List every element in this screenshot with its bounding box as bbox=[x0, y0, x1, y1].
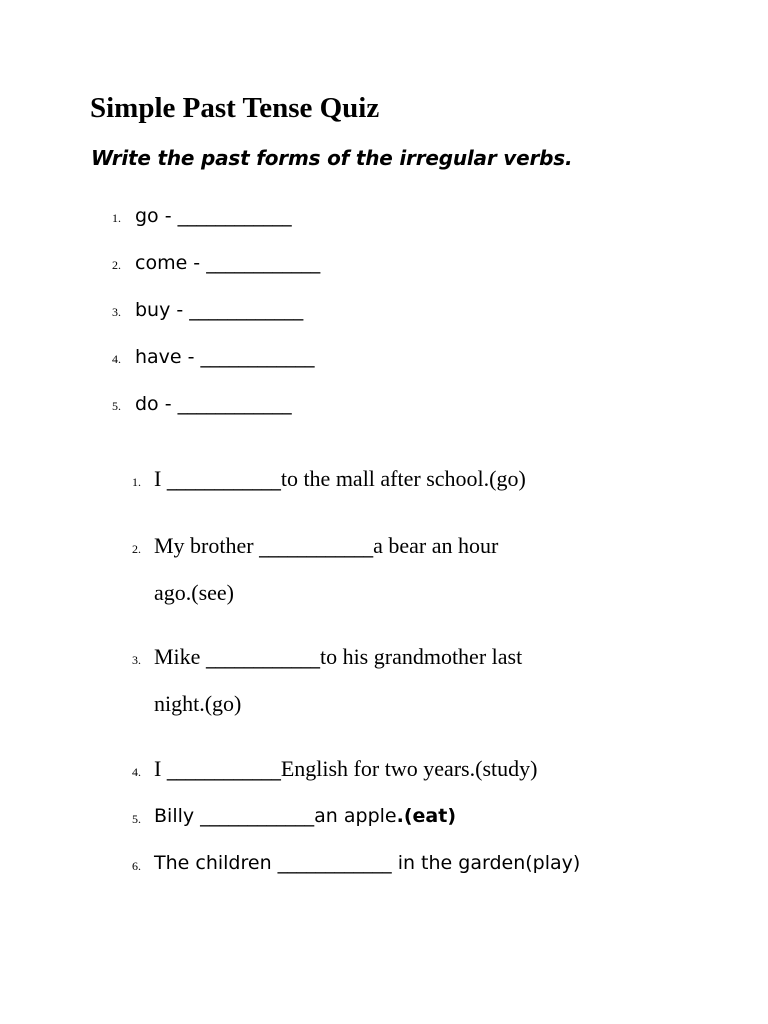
sentence-continuation: night.(go) bbox=[154, 691, 242, 716]
page-title: Simple Past Tense Quiz bbox=[90, 92, 380, 124]
item-text: come - ____________ bbox=[135, 252, 321, 274]
item-text: have - ____________ bbox=[135, 346, 315, 368]
item-text: go - ____________ bbox=[135, 205, 292, 227]
item-number: 3. bbox=[132, 653, 141, 667]
item-number: 1. bbox=[112, 211, 121, 225]
sentence-before: Mike bbox=[154, 644, 206, 669]
sentence-after: to his grandmother last bbox=[319, 644, 523, 669]
sentence-after: English for two years.(study) bbox=[280, 756, 538, 781]
answer-blank: ____________ bbox=[205, 647, 320, 669]
sentence-continuation: ago.(see) bbox=[154, 580, 235, 605]
sentence-before: My brother bbox=[154, 533, 260, 558]
answer-blank: ____________ bbox=[200, 805, 315, 827]
answer-blank: ____________ bbox=[166, 759, 281, 781]
item-number: 5. bbox=[132, 812, 141, 826]
sentence-text bbox=[154, 644, 522, 670]
sentence-text bbox=[154, 533, 498, 559]
item-number: 3. bbox=[112, 305, 121, 319]
item-number: 5. bbox=[112, 399, 121, 413]
item-number: 1. bbox=[132, 475, 141, 489]
sentence-before: I bbox=[154, 756, 167, 781]
item-number: 2. bbox=[132, 542, 141, 556]
sentence-after: an apple bbox=[314, 805, 397, 827]
sentence-text bbox=[154, 852, 580, 874]
item-number: 4. bbox=[132, 765, 141, 779]
sentence-text bbox=[154, 805, 456, 827]
sentence-before: The children bbox=[154, 852, 278, 874]
item-number: 2. bbox=[112, 258, 121, 272]
sentence-after: in the garden(play) bbox=[391, 852, 581, 874]
answer-blank: ____________ bbox=[277, 852, 392, 874]
sentence-after: to the mall after school.(go) bbox=[280, 466, 526, 491]
sentence-before: Billy bbox=[154, 805, 201, 827]
answer-blank: ____________ bbox=[166, 469, 281, 491]
answer-blank: ____________ bbox=[259, 536, 374, 558]
verb-hint: .(eat) bbox=[396, 805, 456, 827]
instruction-text: Write the past forms of the irregular verbs. bbox=[91, 146, 573, 170]
item-text: do - ____________ bbox=[135, 393, 292, 415]
sentence-text bbox=[154, 466, 526, 492]
sentence-text bbox=[154, 756, 537, 782]
sentence-after: a bear an hour bbox=[373, 533, 499, 558]
item-number: 4. bbox=[112, 352, 121, 366]
item-text: buy - ____________ bbox=[135, 299, 304, 321]
sentence-before: I bbox=[154, 466, 167, 491]
item-number: 6. bbox=[132, 859, 141, 873]
